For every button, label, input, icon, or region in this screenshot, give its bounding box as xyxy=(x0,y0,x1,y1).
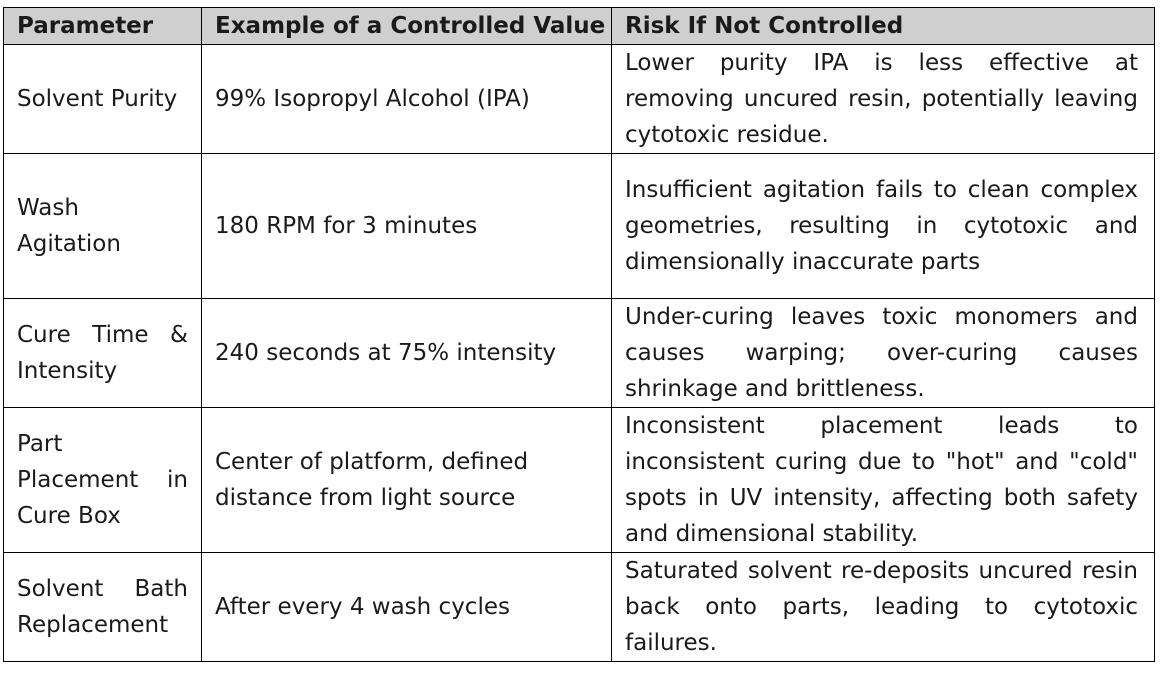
cell-controlled-value: Center of platform, defined distance from light source xyxy=(202,408,612,553)
table-body xyxy=(4,45,1155,662)
header-parameter: Parameter xyxy=(4,8,202,45)
cell-controlled-value: 180 RPM for 3 minutes xyxy=(202,154,612,299)
table-row xyxy=(4,45,1155,154)
cell-risk: Under-curing leaves toxic monomers and causes warping; over-curing causes shrinkage and brittleness. xyxy=(612,299,1155,408)
cell-controlled-value: 240 seconds at 75% intensity xyxy=(202,299,612,408)
table-row xyxy=(4,154,1155,299)
table-header xyxy=(4,8,1155,45)
cell-risk: Inconsistent placement leads to inconsistent curing due to "hot" and "cold" spots in UV intensity, affecting both safety and dimensional stability. xyxy=(612,408,1155,553)
header-row xyxy=(4,8,1155,45)
cell-parameter: Solvent Bath Replacement xyxy=(4,553,202,662)
table-row xyxy=(4,408,1155,553)
table-row xyxy=(4,299,1155,408)
process-parameters-table xyxy=(3,7,1155,662)
cell-risk: Saturated solvent re-deposits uncured resin back onto parts, leading to cytotoxic failures. xyxy=(612,553,1155,662)
cell-controlled-value: 99% Isopropyl Alcohol (IPA) xyxy=(202,45,612,154)
table-row xyxy=(4,553,1155,662)
header-controlled-value: Example of a Controlled Value xyxy=(202,8,612,45)
cell-risk: Insufficient agitation fails to clean complex geometries, resulting in cytotoxic and dimensionally inaccurate parts xyxy=(612,154,1155,299)
cell-risk: Lower purity IPA is less effective at removing uncured resin, potentially leaving cytotoxic residue. xyxy=(612,45,1155,154)
cell-parameter: Wash Agitation xyxy=(4,154,202,299)
header-risk: Risk If Not Controlled xyxy=(612,8,1155,45)
cell-parameter: Part Placement in Cure Box xyxy=(4,408,202,553)
cell-parameter: Solvent Purity xyxy=(4,45,202,154)
cell-parameter: Cure Time & Intensity xyxy=(4,299,202,408)
cell-controlled-value: After every 4 wash cycles xyxy=(202,553,612,662)
